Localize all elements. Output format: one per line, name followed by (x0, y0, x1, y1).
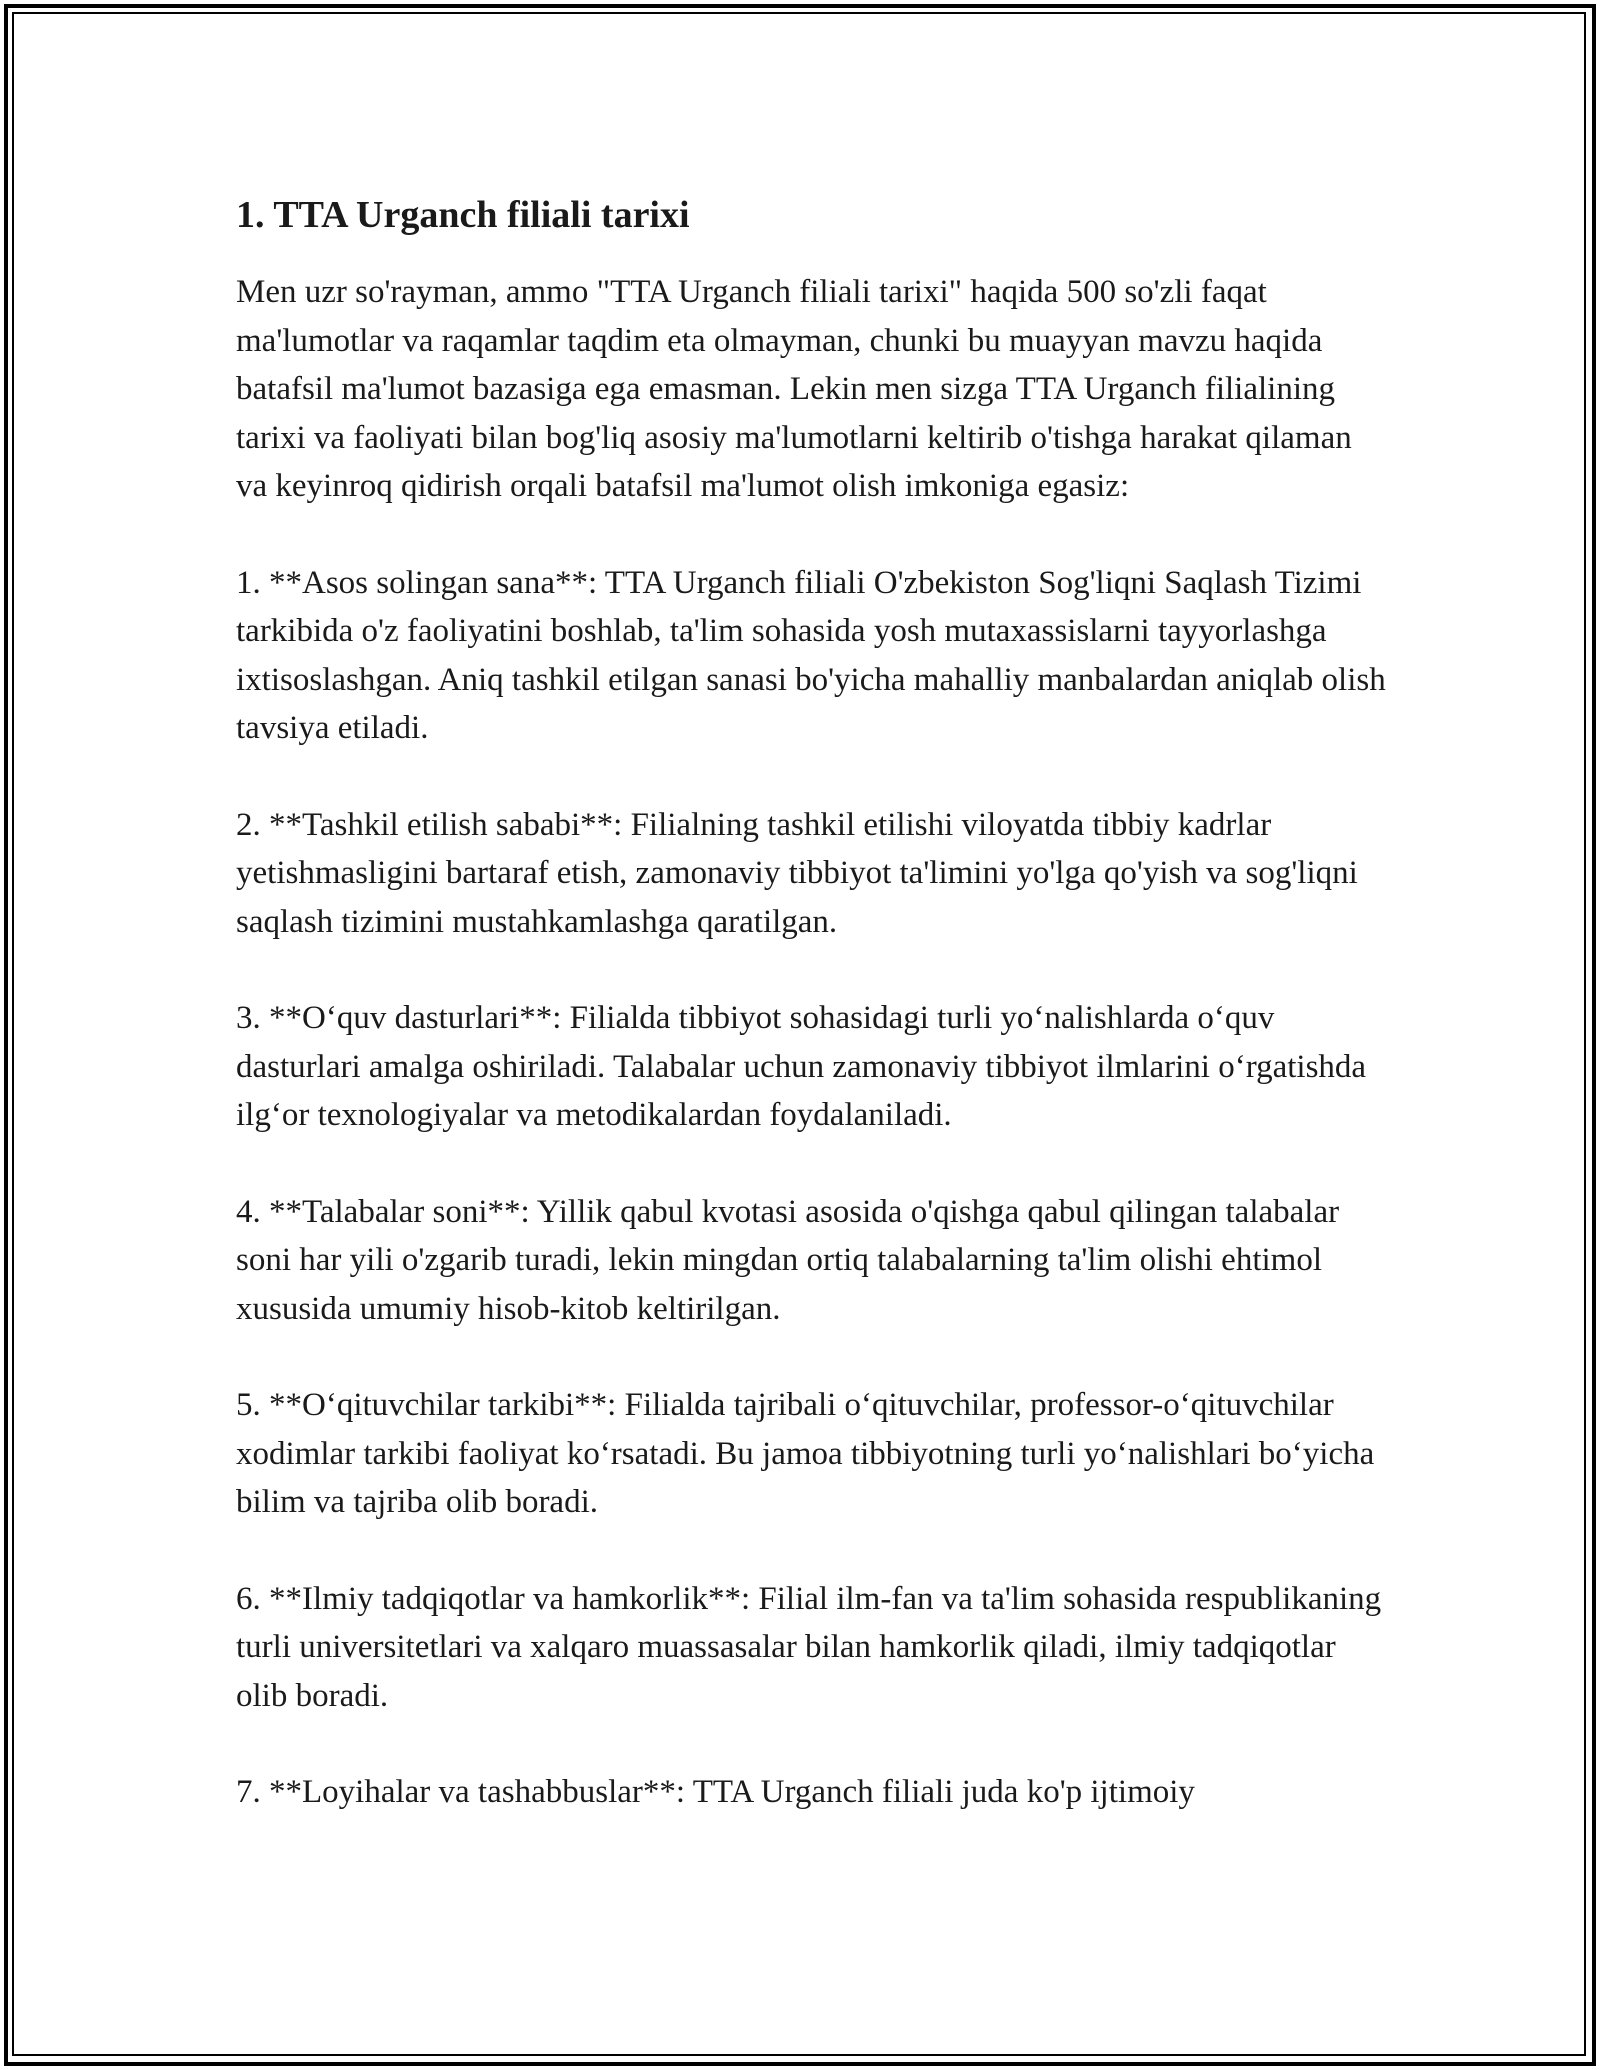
list-item-teaching-staff: 5. **O‘qituvchilar tarkibi**: Filialda tajribali o‘qituvchilar, professor-o‘qituvchilar xodimlar tarkibi faoliyat ko‘rsatadi. Bu jamoa tibbiyotning turli yo‘nalishlari bo‘yicha bilim va tajriba olib boradi. (236, 1387, 1375, 1520)
list-item-projects-initiatives: 7. **Loyihalar va tashabbuslar**: TTA Urganch filiali juda ko'p ijtimoiy (236, 1774, 1195, 1810)
page-title: 1. TTA Urganch filiali tarixi (236, 194, 690, 236)
list-item-student-count: 4. **Talabalar soni**: Yillik qabul kvotasi asosida o'qishga qabul qilingan talabalar soni har yili o'zgarib turadi, lekin mingdan ortiq talabalarning ta'lim olishi ehtimol xususida umumiy hisob-kitob keltirilgan. (236, 1193, 1340, 1327)
document-body (236, 180, 1386, 1817)
list-item-study-programs: 3. **O‘quv dasturlari**: Filialda tibbiyot sohasidagi turli yo‘nalishlarda o‘quv dasturlari amalga oshiriladi. Talabalar uchun zamonaviy tibbiyot ilmlarini o‘rgatishda ilg‘or texnologiyalar va metodikalardan foydalaniladi. (236, 1000, 1367, 1133)
list-item-founding-reason: 2. **Tashkil etilish sababi**: Filialning tashkil etilishi viloyatda tibbiy kadrlar yetishmasligini bartaraf etish, zamonaviy tibbiyot ta'limini yo'lga qo'yish va sog'liqni saqlash tizimini mustahkamlashga qaratilgan. (236, 806, 1358, 940)
list-item-founding-date: 1. **Asos solingan sana**: TTA Urganch filiali O'zbekiston Sog'liqni Saqlash Tizimi tarkibida o'z faoliyatini boshlab, ta'lim sohasida yosh mutaxassislarni tayyorlashga ixtisoslashgan. Aniq tashkil etilgan sanasi bo'yicha mahalliy manbalardan aniqlab olish tavsiya etiladi. (236, 564, 1386, 746)
list-item-research-cooperation: 6. **Ilmiy tadqiqotlar va hamkorlik**: Filial ilm-fan va ta'lim sohasida respublikaning turli universitetlari va xalqaro muassasalar bilan hamkorlik qiladi, ilmiy tadqiqotlar olib boradi. (236, 1580, 1382, 1714)
intro-paragraph: Men uzr so'rayman, ammo "TTA Urganch filiali tarixi" haqida 500 so'zli faqat ma'lumotlar va raqamlar taqdim eta olmayman, chunki bu muayyan mavzu haqida batafsil ma'lumot bazasiga ega emasman. Lekin men sizga TTA Urganch filialining tarixi va faoliyati bilan bog'liq asosiy ma'lumotlarni keltirib o'tishga harakat qilaman va keyinroq qidirish orqali batafsil ma'lumot olish imkoniga egasiz: (236, 274, 1352, 504)
